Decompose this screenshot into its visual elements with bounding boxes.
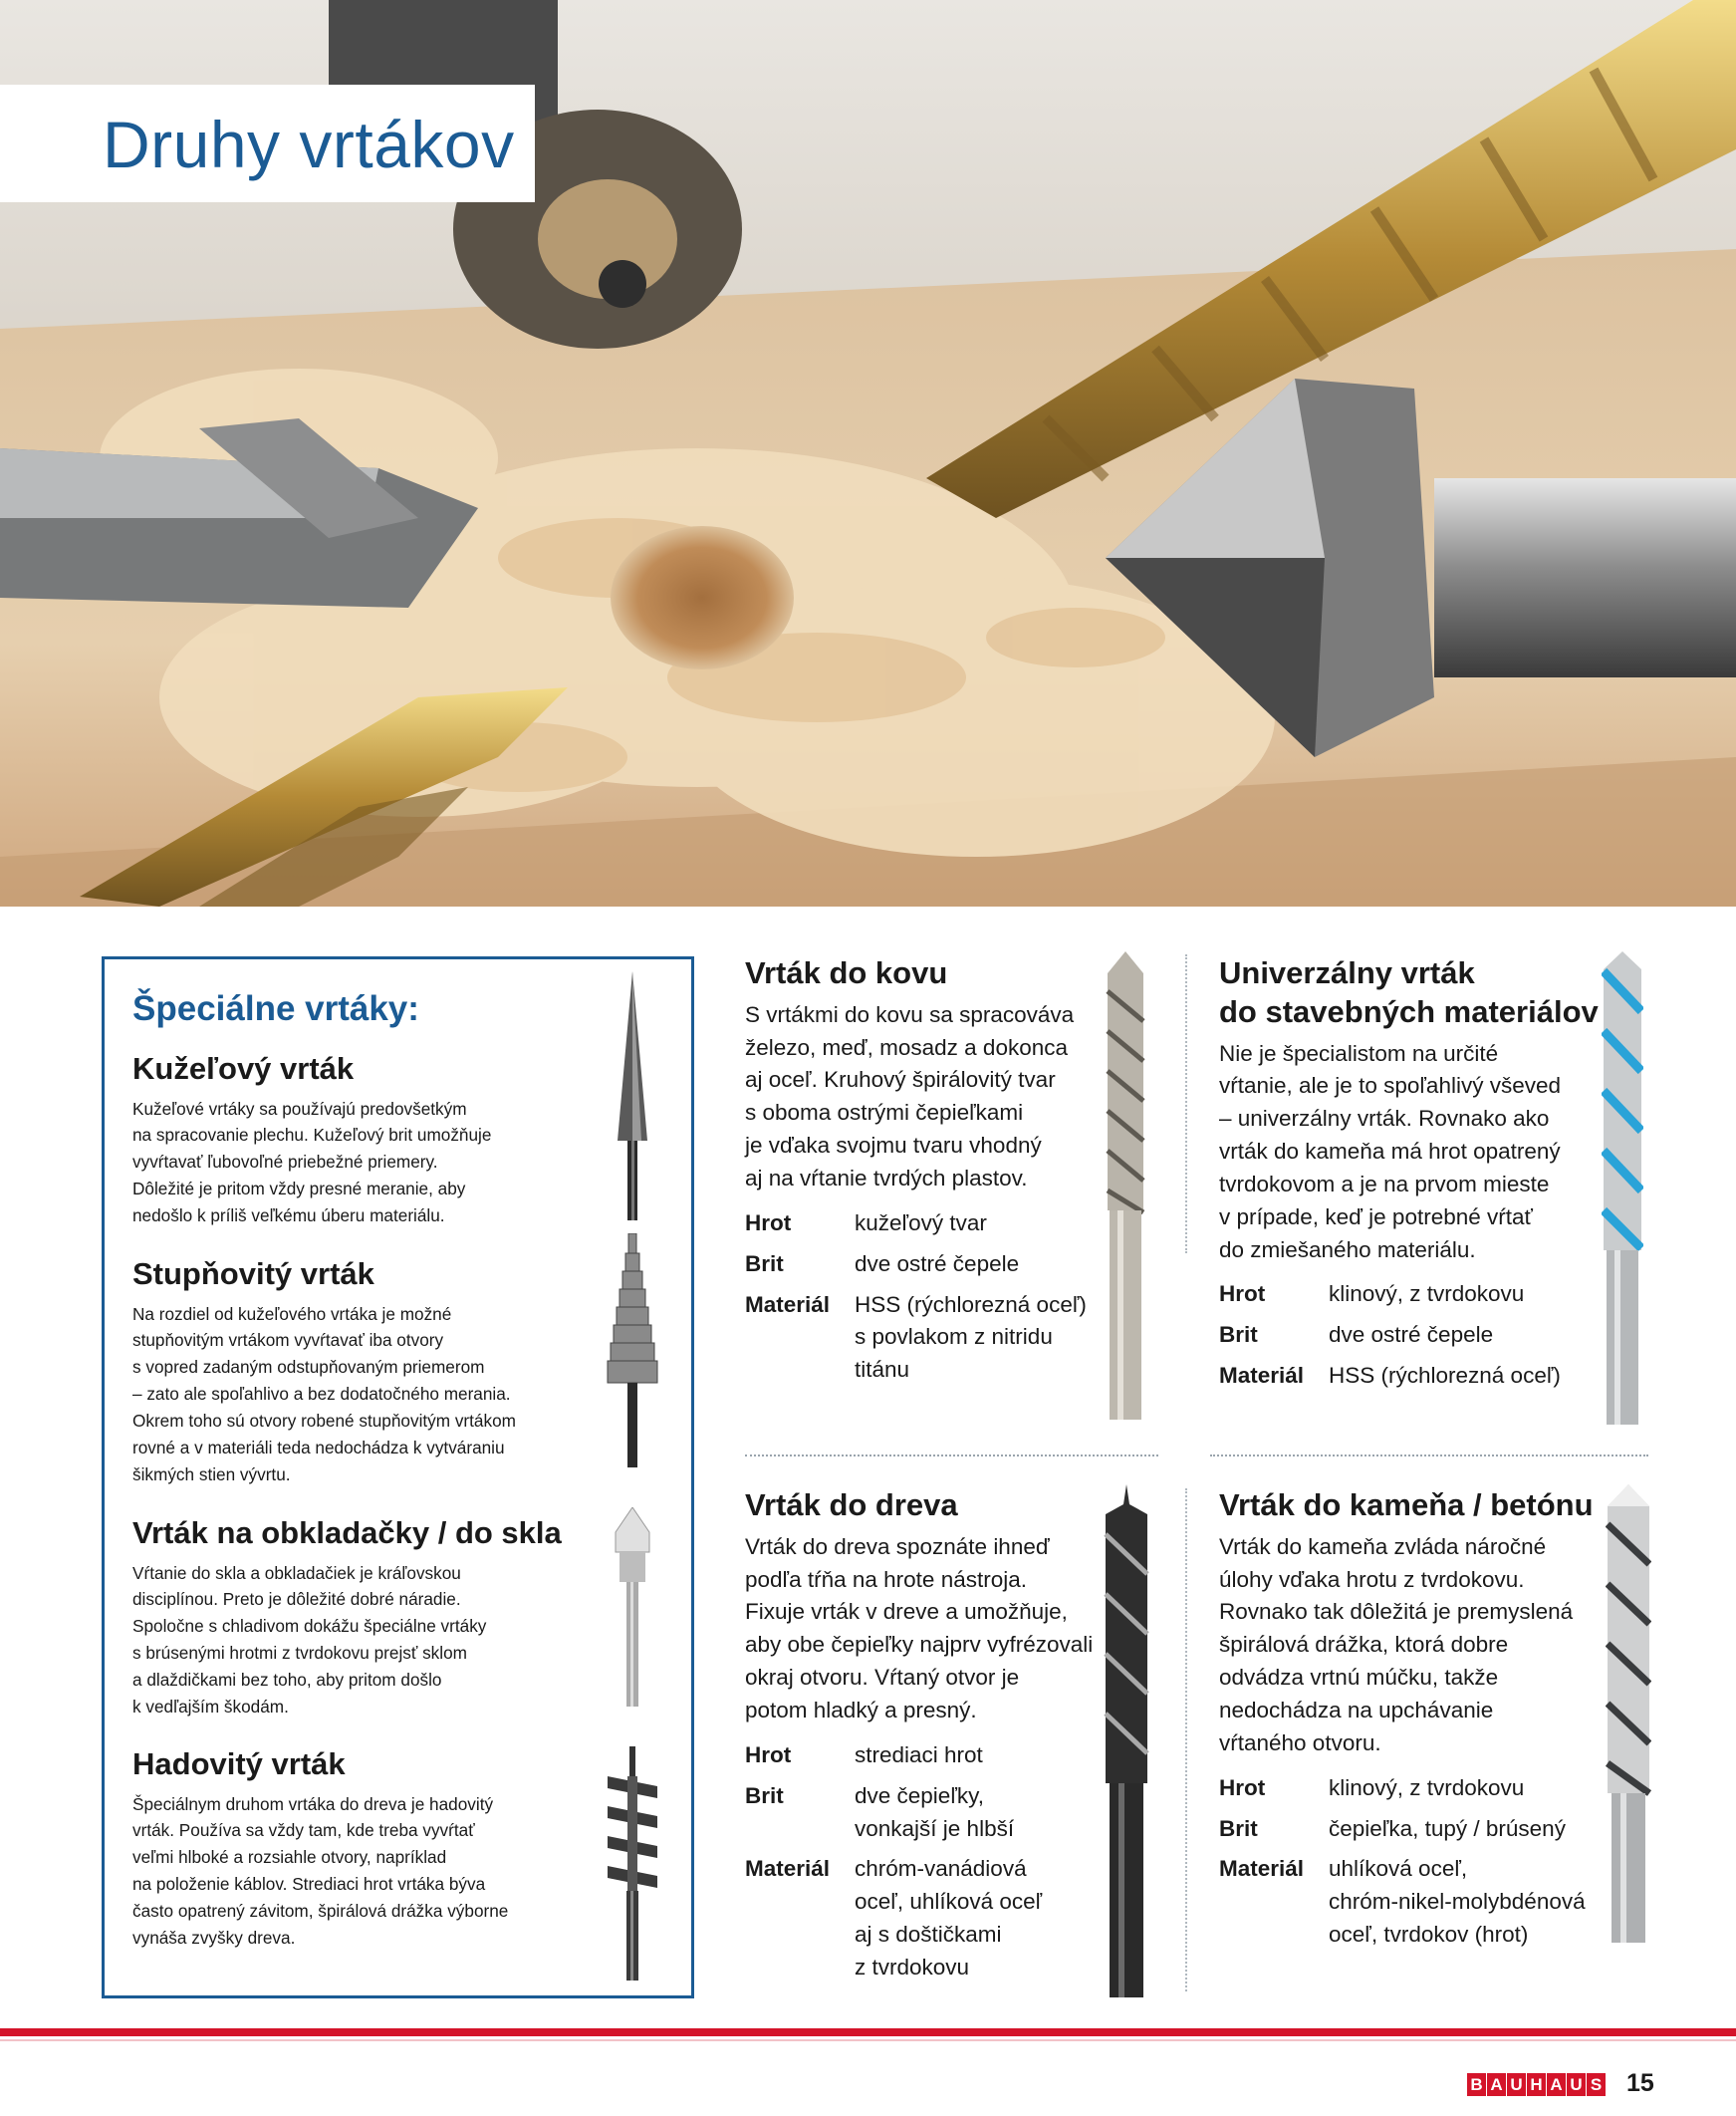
column-divider	[1185, 954, 1187, 1253]
property-row	[1219, 1360, 1637, 1393]
title-box	[0, 85, 535, 202]
section-step-bit	[132, 1256, 551, 1487]
metal-bit-image	[1104, 951, 1147, 1420]
bauhaus-logo	[1467, 2073, 1607, 2096]
property-value: uhlíková oceľ, chróm-nikel-molybdénová oceľ, tvrdokov (hrot)	[1329, 1856, 1586, 1948]
section-text: Špeciálnym druhom vrtáka do dreva je hadovitý vrták. Používa sa vždy tam, kde treba vyvŕtať veľmi hlboké a rozsiahle otvory, napríklad na položenie káblov. Strediaci hrot vrtáka býva často opatrený závitom, špirálová drážka výborne vynáša zvyšky dreva.	[132, 1793, 509, 1948]
property-value: dve čepieľky, vonkajší je hlbší	[855, 1782, 1015, 1841]
property-row	[1219, 1772, 1637, 1805]
section-tile-glass-bit	[132, 1515, 562, 1720]
section-auger-bit	[132, 1746, 551, 1952]
property-row	[745, 1739, 1114, 1772]
special-heading: Špeciálne vrtáky:	[132, 989, 419, 1028]
property-row	[1219, 1813, 1637, 1846]
logo-letter: A	[1547, 2073, 1566, 2096]
property-value: klinový, z tvrdokovu	[1329, 1774, 1525, 1800]
property-value: dve ostré čepele	[855, 1250, 1020, 1276]
article-body: Vrták do dreva spoznáte ihneď podľa tŕňa na hrote nástroja. Fixuje vrták v dreve a umožňuje, aby obe čepieľky najprv vyfrézovali okraj otvoru. Vŕtaný otvor je potom hladký a presný.	[745, 1533, 1094, 1722]
page-title: Druhy vrtákov	[103, 108, 515, 181]
section-text: Kužeľové vrtáky sa používajú predovšetkým na spracovanie plechu. Kužeľový brit umožňuje vyvŕtavať ľubovoľné priebežné priemery. Dôležité je pritom vždy presné meranie, aby nedošlo k príliš veľkému úberu materiálu.	[132, 1098, 492, 1225]
page-number: 15	[1626, 2069, 1654, 2097]
special-bits-box	[102, 956, 694, 1998]
separator	[745, 1455, 1158, 1456]
properties-list	[745, 1207, 1104, 1387]
property-label: Brit	[745, 1250, 784, 1276]
article-body: Nie je špecialistom na určité vŕtanie, ale je to spoľahlivý vševed – univerzálny vrták. Rovnako ako vrták do kameňa má hrot opatrený tvrdokovom a je na prvom mieste v prípade, keď je potrebné vŕtať do zmiešaného materiálu.	[1219, 1040, 1561, 1262]
article-universal-bit	[1219, 954, 1637, 1401]
property-label: Hrot	[745, 1209, 792, 1235]
wood-bit-image	[1104, 1484, 1149, 1997]
section-cone-bit	[132, 1051, 551, 1229]
stone-bit-image	[1606, 1484, 1651, 1943]
article-title: Vrták do dreva	[745, 1487, 958, 1522]
article-body: S vrtákmi do kovu sa spracováva železo, meď, mosadz a dokonca aj oceľ. Kruhový špirálovitý tvar s oboma ostrými čepieľkami je vďaka svojmu tvaru vhodný aj na vŕtanie tvrdých plastov.	[745, 1001, 1075, 1190]
logo-letter: U	[1567, 2073, 1586, 2096]
property-row	[1219, 1278, 1637, 1311]
property-row	[745, 1248, 1104, 1281]
property-label: Materiál	[1219, 1856, 1305, 1882]
properties-list	[745, 1739, 1114, 1984]
property-value: HSS (rýchlorezná oceľ) s povlakom z nitridu titánu	[855, 1291, 1087, 1383]
article-metal-bit	[745, 954, 1104, 1395]
separator	[1210, 1455, 1648, 1456]
property-label: Materiál	[745, 1291, 831, 1317]
article-title: Univerzálny vrták do stavebných materiálov	[1219, 955, 1599, 1029]
property-label: Hrot	[745, 1741, 792, 1767]
glass-bit-image	[602, 1507, 663, 1707]
property-row	[745, 1207, 1104, 1240]
section-title: Vrták na obkladačky / do skla	[132, 1515, 562, 1550]
property-value: klinový, z tvrdokovu	[1329, 1281, 1525, 1307]
logo-letter: H	[1527, 2073, 1546, 2096]
article-title: Vrták do kovu	[745, 955, 948, 990]
property-label: Hrot	[1219, 1774, 1266, 1800]
logo-letter: S	[1587, 2073, 1606, 2096]
property-value: chróm-vanádiová oceľ, uhlíková oceľ aj s doštičkami z tvrdokovu	[855, 1856, 1043, 1980]
universal-bit-image	[1602, 951, 1643, 1425]
article-wood-bit	[745, 1486, 1114, 1992]
property-row	[745, 1289, 1104, 1388]
property-label: Brit	[1219, 1322, 1258, 1348]
article-stone-bit	[1219, 1486, 1637, 1960]
property-label: Brit	[1219, 1815, 1258, 1841]
section-title: Hadovitý vrták	[132, 1746, 346, 1781]
property-value: kužeľový tvar	[855, 1209, 987, 1235]
cone-bit-image	[602, 971, 663, 1220]
property-row	[745, 1853, 1114, 1984]
logo-letter: U	[1507, 2073, 1526, 2096]
section-title: Kužeľový vrták	[132, 1051, 355, 1086]
property-row	[745, 1780, 1114, 1846]
column-divider	[1185, 1488, 1187, 1991]
step-bit-image	[602, 1233, 663, 1467]
property-label: Materiál	[1219, 1363, 1305, 1389]
property-value: čepieľka, tupý / brúsený	[1329, 1815, 1566, 1841]
footer-line	[0, 2039, 1736, 2041]
auger-bit-image	[602, 1746, 663, 1981]
section-text: Na rozdiel od kužeľového vrtáka je možné stupňovitým vrtákom vyvŕtavať iba otvory s vopred zadaným odstupňovaným priemerom – zato ale spoľahlivo a bez dodatočného merania. Okrem toho sú otvory robené stupňovitým vrtákom rovné a v materiáli teda nedochádza k vytváraniu šikmých stien vývrtu.	[132, 1303, 516, 1484]
section-text: Vŕtanie do skla a obkladačiek je kráľovskou disciplínou. Preto je dôležité dobré náradie. Spoločne s chladivom dokážu špeciálne vrtáky s brúsenými hrotmi z tvrdokovu prejsť sklom a dlaždičkami bez toho, aby pritom došlo k vedľajším škodám.	[132, 1562, 487, 1717]
footer-bar	[0, 2028, 1736, 2036]
logo-letter: B	[1467, 2073, 1486, 2096]
property-row	[1219, 1319, 1637, 1352]
article-body: Vrták do kameňa zvláda náročné úlohy vďaka hrotu z tvrdokovu. Rovnako tak dôležitá je premyslená špirálová drážka, ktorá dobre odvádza vrtnú múčku, takže nedochádza na upchávanie vŕtaného otvoru.	[1219, 1533, 1574, 1755]
property-label: Materiál	[745, 1856, 831, 1882]
logo-letter: A	[1487, 2073, 1506, 2096]
property-value: HSS (rýchlorezná oceľ)	[1329, 1363, 1561, 1389]
properties-list	[1219, 1278, 1637, 1393]
property-value: strediaci hrot	[855, 1741, 983, 1767]
section-title: Stupňovitý vrták	[132, 1256, 374, 1291]
property-row	[1219, 1853, 1637, 1952]
properties-list	[1219, 1772, 1637, 1952]
property-label: Brit	[745, 1782, 784, 1808]
article-title: Vrták do kameňa / betónu	[1219, 1487, 1594, 1522]
property-value: dve ostré čepele	[1329, 1322, 1494, 1348]
property-label: Hrot	[1219, 1281, 1266, 1307]
